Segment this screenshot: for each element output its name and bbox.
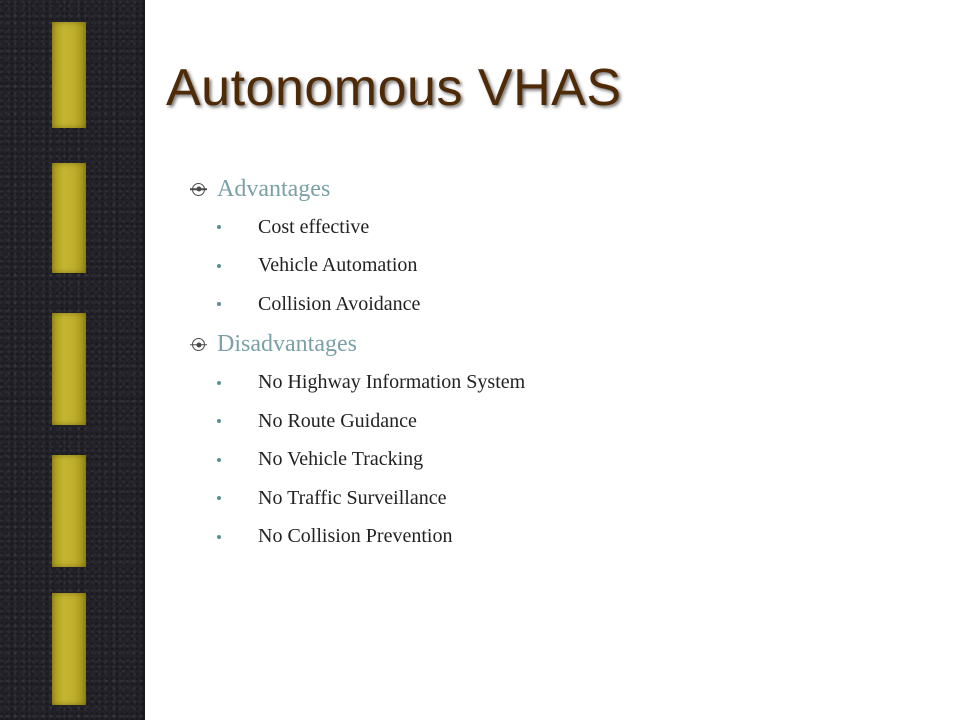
bullet-dot-icon [217,381,221,385]
list-item-text: No Route Guidance [258,409,417,432]
section-heading-advantages [190,170,930,208]
list-item-text: Cost effective [258,215,370,238]
list-item [190,285,930,324]
disadvantages-list [190,364,930,557]
list-item-text: Collision Avoidance [258,292,421,315]
section-heading-label: Advantages [217,175,331,202]
lane-stripe [52,163,86,273]
section-heading-disadvantages [190,326,930,364]
road-background-image [0,0,145,720]
list-item [190,364,930,403]
lane-stripe [52,593,86,705]
bullet-dot-icon [217,264,221,268]
list-item [190,208,930,247]
advantages-list [190,208,930,324]
list-item-text: No Highway Information System [258,371,526,394]
list-item [190,402,930,441]
list-item-text: No Traffic Surveillance [258,486,447,509]
bullet-dot-icon [217,419,221,423]
slide-content [190,170,930,556]
lane-stripe [52,22,86,128]
slide-title: Autonomous VHAS [166,59,622,117]
list-item-text: Vehicle Automation [258,254,418,277]
bullet-dot-icon [217,225,221,229]
bullet-dot-icon [217,535,221,539]
target-bullet-icon [192,183,205,196]
lane-stripe [52,455,86,567]
bullet-dot-icon [217,496,221,500]
list-item [190,518,930,557]
lane-stripe [52,313,86,425]
list-item [190,441,930,480]
list-item-text: No Vehicle Tracking [258,448,424,471]
bullet-dot-icon [217,302,221,306]
target-bullet-icon [192,338,205,351]
list-item-text: No Collision Prevention [258,525,453,548]
bullet-dot-icon [217,458,221,462]
list-item [190,479,930,518]
section-heading-label: Disadvantages [217,331,357,357]
list-item [190,247,930,286]
